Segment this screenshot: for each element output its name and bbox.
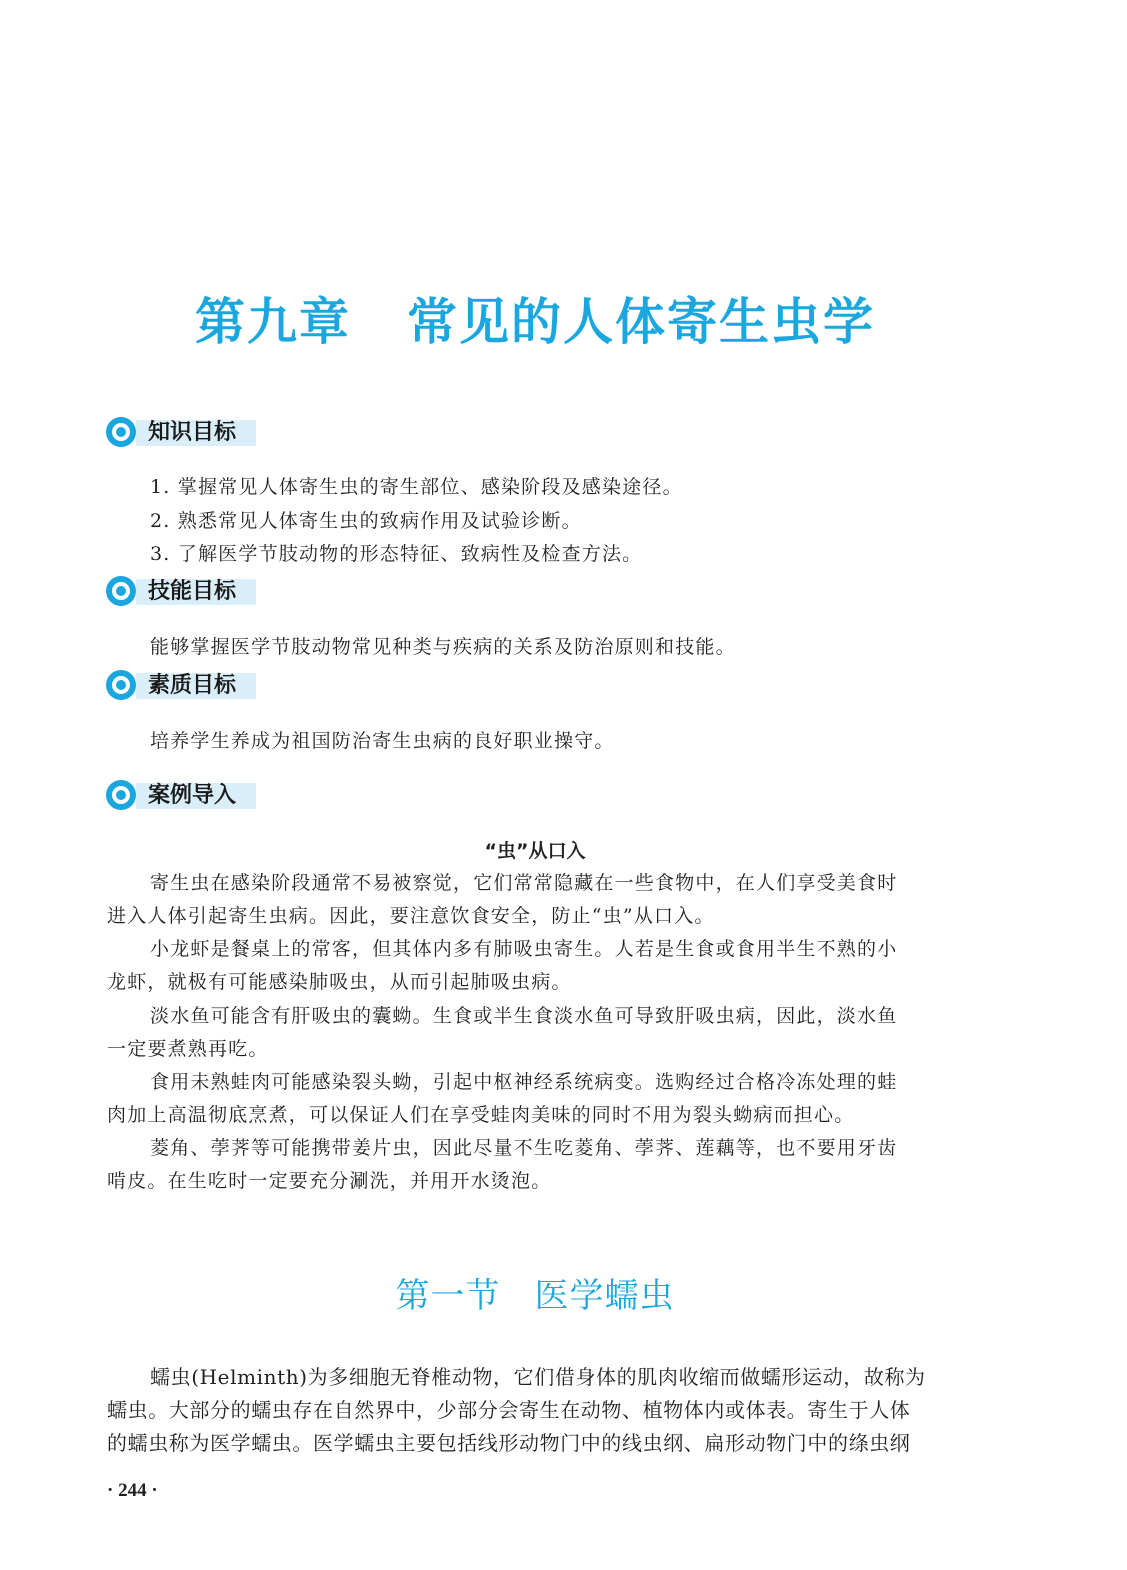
case-paragraph-line: 龙虾，就极有可能感染肺吸虫，从而引起肺吸虫病。 [107,971,572,993]
case-paragraph-line: 肉加上高温彻底烹煮，可以保证人们在享受蛙肉美味的同时不用为裂头蚴病而担心。 [107,1104,855,1126]
chapter-number: 第九章 [195,292,351,351]
target-icon [106,670,136,700]
case-paragraph-line: 一定要煮熟再吃。 [107,1038,269,1060]
knowledge-goal-item: 1. 掌握常见人体寄生虫的寄生部位、感染阶段及感染途径。 [150,476,683,498]
case-paragraph-line: 小龙虾是餐桌上的常客，但其体内多有肺吸虫寄生。人若是生食或食用半生不熟的小 [150,938,898,960]
section-name: 医学蠕虫 [534,1276,675,1316]
case-paragraph-line: 食用未熟蛙肉可能感染裂头蚴，引起中枢神经系统病变。选购经过合格冷冻处理的蛙 [150,1071,898,1093]
case-paragraph-line: 寄生虫在感染阶段通常不易被察觉，它们常常隐藏在一些食物中，在人们享受美食时 [150,872,898,894]
body-line: 蠕虫(Helminth)为多细胞无脊椎动物，它们借身体的肌肉收缩而做蠕形运动，故称为 [150,1365,926,1389]
knowledge-goal-item: 2. 熟悉常见人体寄生虫的致病作用及试验诊断。 [150,510,582,532]
section-number: 第一节 [395,1276,501,1316]
case-paragraph-line: 啃皮。在生吃时一定要充分涮洗，并用开水烫泡。 [107,1170,552,1192]
target-icon [106,576,136,606]
knowledge-goal-item: 3. 了解医学节肢动物的形态特征、致病性及检查方法。 [150,543,643,565]
target-icon [106,417,136,447]
chapter-title [0,282,1070,354]
body-line: 的蠕虫称为医学蠕虫。医学蠕虫主要包括线形动物门中的线虫纲、扁形动物门中的绦虫纲 [107,1431,911,1455]
section-title [0,1268,1070,1317]
page-number: · 244 · [107,1480,158,1501]
case-title: “虫”从口入 [484,840,586,862]
case-paragraph-line: 淡水鱼可能含有肝吸虫的囊蚴。生食或半生食淡水鱼可导致肝吸虫病，因此，淡水鱼 [150,1005,898,1027]
quality-goal-text: 培养学生养成为祖国防治寄生虫病的良好职业操守。 [150,730,615,752]
target-icon [106,780,136,810]
case-paragraph-line: 菱角、荸荠等可能携带姜片虫，因此尽量不生吃菱角、荸荠、莲藕等，也不要用牙齿 [150,1137,898,1159]
skill-goal-text: 能够掌握医学节肢动物常见种类与疾病的关系及防治原则和技能。 [150,636,736,658]
body-line: 蠕虫。大部分的蠕虫存在自然界中，少部分会寄生在动物、植物体内或体表。寄生于人体 [107,1398,911,1422]
chapter-name: 常见的人体寄生虫学 [407,292,875,351]
case-paragraph-line: 进入人体引起寄生虫病。因此，要注意饮食安全，防止“虫”从口入。 [107,905,715,927]
